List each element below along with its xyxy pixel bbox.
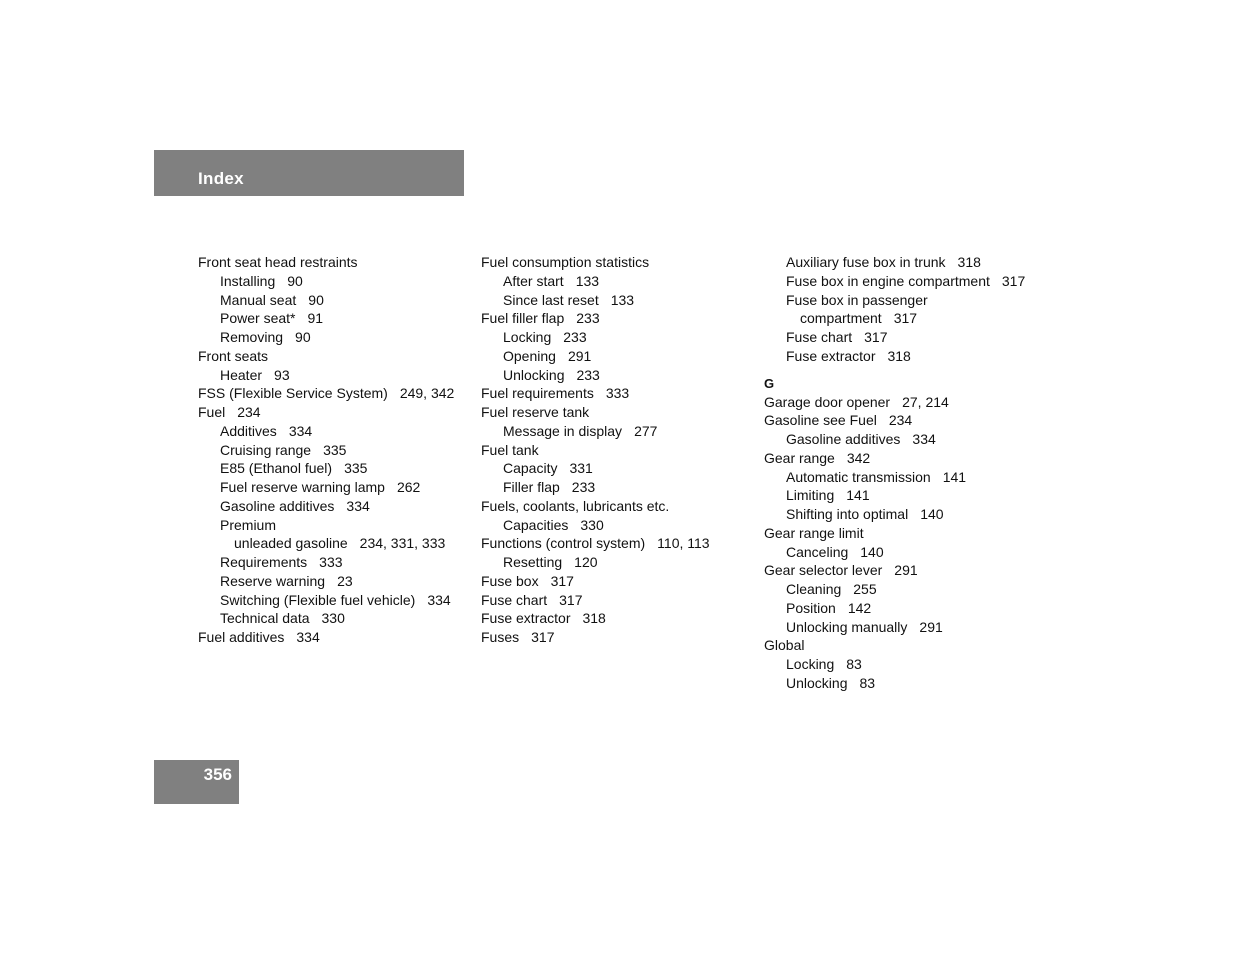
entry-term: Garage door opener bbox=[764, 393, 891, 410]
entry-term: Removing bbox=[220, 329, 284, 345]
entry-term: Fuel bbox=[198, 404, 226, 420]
index-subentry bbox=[198, 272, 454, 291]
index-subentry bbox=[764, 272, 1025, 291]
entry-page-ref: 291 bbox=[567, 347, 592, 364]
entry-page-ref: 333 bbox=[605, 385, 630, 402]
entry-term: Fuse box in passenger bbox=[786, 291, 928, 308]
index-entry bbox=[198, 253, 454, 272]
index-subentry bbox=[764, 309, 1025, 328]
index-entry bbox=[481, 441, 710, 460]
entry-page-ref: 233 bbox=[571, 479, 596, 495]
index-subentry bbox=[481, 291, 710, 310]
index-entry bbox=[764, 393, 1025, 412]
index-entry bbox=[764, 561, 1025, 580]
entry-page-ref: 91 bbox=[307, 310, 324, 327]
index-column-1 bbox=[198, 253, 454, 647]
entry-page-ref: 90 bbox=[295, 329, 311, 345]
entry-term: Functions (control system) bbox=[481, 535, 646, 552]
entry-term: Global bbox=[764, 637, 805, 654]
entry-page-ref: 334 bbox=[427, 591, 451, 608]
entry-term: Technical data bbox=[220, 610, 310, 627]
index-subentry bbox=[198, 422, 454, 441]
index-subentry bbox=[198, 516, 454, 535]
entry-term: Capacity bbox=[503, 460, 558, 477]
index-subentry bbox=[198, 328, 454, 347]
index-entry bbox=[764, 636, 1025, 655]
index-subentry bbox=[764, 505, 1025, 524]
index-subentry bbox=[481, 272, 710, 291]
index-subentry bbox=[764, 674, 1025, 693]
entry-page-ref: 133 bbox=[575, 272, 600, 289]
index-entry bbox=[481, 609, 710, 628]
index-entry bbox=[764, 411, 1025, 430]
entry-page-ref: 233 bbox=[576, 310, 600, 327]
entry-term: Fuse extractor bbox=[481, 610, 571, 627]
entry-term: Gasoline see Fuel bbox=[764, 412, 877, 429]
index-entry bbox=[198, 628, 454, 647]
index-subentry bbox=[481, 553, 710, 572]
entry-term: Front seats bbox=[198, 347, 269, 364]
entry-page-ref: 333 bbox=[319, 554, 343, 570]
entry-page-ref: 83 bbox=[859, 674, 876, 691]
index-subentry bbox=[198, 572, 454, 591]
entry-term: Since last reset bbox=[503, 291, 599, 308]
entry-page-ref: 334 bbox=[296, 629, 320, 645]
index-subentry bbox=[198, 291, 454, 310]
entry-term: Locking bbox=[786, 656, 835, 672]
entry-page-ref: 335 bbox=[323, 441, 347, 458]
entry-page-ref: 234 bbox=[237, 404, 261, 420]
entry-term: Filler flap bbox=[503, 479, 560, 495]
entry-page-ref: 140 bbox=[860, 543, 884, 560]
index-subentry bbox=[198, 591, 454, 610]
entry-page-ref: 318 bbox=[887, 347, 911, 364]
index-subentry bbox=[198, 534, 454, 553]
entry-term: Capacities bbox=[503, 516, 569, 533]
entry-page-ref: 317 bbox=[893, 310, 918, 327]
entry-term: Requirements bbox=[220, 554, 308, 570]
entry-term: Fuel additives bbox=[198, 629, 285, 645]
index-subentry bbox=[481, 366, 710, 385]
entry-term: Additives bbox=[220, 422, 277, 439]
index-subentry bbox=[198, 478, 454, 497]
entry-page-ref: 233 bbox=[563, 329, 587, 345]
entry-page-ref: 27, 214 bbox=[902, 393, 949, 410]
index-subentry bbox=[764, 291, 1025, 310]
entry-page-ref: 234 bbox=[888, 412, 913, 429]
index-entry bbox=[481, 591, 710, 610]
index-subentry bbox=[481, 478, 710, 497]
entry-term: Fuse box bbox=[481, 572, 539, 589]
entry-page-ref: 233 bbox=[576, 366, 600, 383]
index-subentry bbox=[764, 618, 1025, 637]
entry-page-ref: 277 bbox=[634, 422, 658, 439]
entry-term: Gasoline additives bbox=[220, 497, 335, 514]
index-entry bbox=[481, 384, 710, 403]
entry-term: Fuses bbox=[481, 629, 520, 645]
entry-term: Message in display bbox=[503, 422, 623, 439]
entry-term: Heater bbox=[220, 366, 263, 383]
index-subentry bbox=[764, 599, 1025, 618]
index-subentry bbox=[198, 309, 454, 328]
entry-term: Gear range bbox=[764, 449, 835, 466]
entry-page-ref: 93 bbox=[274, 366, 290, 383]
entry-page-ref: 234, 331, 333 bbox=[359, 535, 446, 552]
entry-page-ref: 330 bbox=[321, 610, 345, 627]
entry-term: Power seat* bbox=[220, 310, 296, 327]
entry-term: unleaded gasoline bbox=[234, 535, 348, 552]
entry-term: Auxiliary fuse box in trunk bbox=[786, 254, 946, 270]
entry-term: Automatic transmission bbox=[786, 468, 931, 485]
entry-term: Fuse box in engine compartment bbox=[786, 272, 990, 289]
entry-page-ref: 334 bbox=[912, 431, 936, 447]
entry-page-ref: 255 bbox=[853, 581, 877, 597]
entry-page-ref: 317 bbox=[531, 629, 555, 645]
page-number-box bbox=[154, 760, 239, 804]
index-subentry bbox=[198, 553, 454, 572]
entry-page-ref: 342 bbox=[846, 449, 871, 466]
index-subentry bbox=[764, 486, 1025, 505]
index-subentry bbox=[198, 609, 454, 628]
entry-page-ref: 335 bbox=[344, 460, 368, 477]
entry-page-ref: 140 bbox=[920, 506, 944, 522]
entry-term: Fuel reserve warning lamp bbox=[220, 479, 385, 495]
index-subentry bbox=[764, 543, 1025, 562]
index-subentry bbox=[764, 580, 1025, 599]
index-subentry bbox=[481, 422, 710, 441]
entry-page-ref: 83 bbox=[846, 656, 862, 672]
entry-term: Fuel reserve tank bbox=[481, 404, 590, 420]
entry-term: Fuel requirements bbox=[481, 385, 594, 402]
index-subentry bbox=[764, 430, 1025, 449]
entry-page-ref: 141 bbox=[942, 468, 967, 485]
entry-term: Unlocking bbox=[503, 366, 565, 383]
index-entry bbox=[481, 497, 710, 516]
entry-page-ref: 23 bbox=[337, 572, 353, 589]
entry-term: Unlocking manually bbox=[786, 618, 908, 635]
entry-term: FSS (Flexible Service System) bbox=[198, 385, 388, 402]
index-letter-heading: G bbox=[764, 375, 775, 391]
entry-page-ref: 120 bbox=[574, 554, 598, 570]
entry-term: Premium bbox=[220, 516, 277, 533]
entry-page-ref: 110, 113 bbox=[657, 535, 710, 552]
index-subentry bbox=[764, 655, 1025, 674]
index-subentry bbox=[198, 366, 454, 385]
entry-term: Fuel filler flap bbox=[481, 310, 565, 327]
entry-term: Switching (Flexible fuel vehicle) bbox=[220, 591, 416, 608]
entry-term: Gasoline additives bbox=[786, 431, 901, 447]
entry-term: Installing bbox=[220, 272, 276, 289]
entry-term: After start bbox=[503, 272, 564, 289]
index-subentry bbox=[198, 497, 454, 516]
index-subentry bbox=[198, 459, 454, 478]
index-subentry bbox=[198, 441, 454, 460]
index-subentry bbox=[481, 328, 710, 347]
index-entry bbox=[481, 628, 710, 647]
index-entry bbox=[764, 449, 1025, 468]
entry-page-ref: 291 bbox=[894, 562, 918, 579]
index-column-3 bbox=[764, 253, 1025, 693]
index-subentry bbox=[481, 516, 710, 535]
section-title: Index bbox=[198, 169, 244, 188]
index-subentry bbox=[481, 347, 710, 366]
section-header-bar bbox=[154, 150, 464, 196]
index-entry bbox=[198, 403, 454, 422]
index-column-2 bbox=[481, 253, 710, 647]
entry-page-ref: 262 bbox=[396, 479, 421, 495]
entry-term: Fuse chart bbox=[786, 329, 853, 345]
index-entry bbox=[764, 524, 1025, 543]
entry-term: compartment bbox=[800, 310, 882, 327]
index-subentry bbox=[764, 253, 1025, 272]
entry-page-ref: 334 bbox=[346, 497, 370, 514]
entry-page-ref: 317 bbox=[559, 591, 583, 608]
index-entry bbox=[481, 253, 710, 272]
index-entry bbox=[198, 347, 454, 366]
index-subentry bbox=[764, 347, 1025, 366]
entry-term: Shifting into optimal bbox=[786, 506, 909, 522]
entry-term: Resetting bbox=[503, 554, 563, 570]
entry-page-ref: 133 bbox=[610, 291, 635, 308]
entry-term: E85 (Ethanol fuel) bbox=[220, 460, 333, 477]
entry-page-ref: 334 bbox=[288, 422, 313, 439]
index-entry bbox=[481, 403, 710, 422]
entry-term: Limiting bbox=[786, 487, 835, 504]
index-entry bbox=[198, 384, 454, 403]
entry-term: Manual seat bbox=[220, 291, 297, 308]
entry-term: Reserve warning bbox=[220, 572, 326, 589]
entry-term: Gear selector lever bbox=[764, 562, 883, 579]
index-subentry bbox=[764, 328, 1025, 347]
entry-page-ref: 291 bbox=[919, 618, 943, 635]
entry-page-ref: 317 bbox=[550, 572, 574, 589]
entry-term: Opening bbox=[503, 347, 556, 364]
index-entry bbox=[481, 534, 710, 553]
index-entry bbox=[481, 572, 710, 591]
entry-term: Cruising range bbox=[220, 441, 312, 458]
entry-page-ref: 318 bbox=[582, 610, 606, 627]
entry-page-ref: 331 bbox=[569, 460, 593, 477]
entry-page-ref: 90 bbox=[287, 272, 303, 289]
entry-term: Canceling bbox=[786, 543, 849, 560]
entry-term: Cleaning bbox=[786, 581, 842, 597]
entry-term: Fuel tank bbox=[481, 441, 539, 458]
entry-term: Front seat head restraints bbox=[198, 254, 358, 270]
index-subentry bbox=[764, 468, 1025, 487]
entry-page-ref: 330 bbox=[580, 516, 604, 533]
entry-term: Gear range limit bbox=[764, 524, 864, 541]
entry-term: Position bbox=[786, 599, 836, 616]
entry-page-ref: 317 bbox=[1001, 272, 1026, 289]
entry-term: Fuse chart bbox=[481, 591, 548, 608]
entry-page-ref: 141 bbox=[846, 487, 870, 504]
page-number: 356 bbox=[203, 765, 232, 784]
entry-term: Unlocking bbox=[786, 674, 848, 691]
index-entry bbox=[481, 309, 710, 328]
entry-term: Fuels, coolants, lubricants etc. bbox=[481, 497, 670, 514]
entry-term: Fuel consumption statistics bbox=[481, 254, 650, 270]
entry-page-ref: 142 bbox=[847, 599, 872, 616]
entry-term: Locking bbox=[503, 329, 552, 345]
index-subentry bbox=[481, 459, 710, 478]
entry-page-ref: 317 bbox=[864, 329, 888, 345]
entry-term: Fuse extractor bbox=[786, 347, 876, 364]
entry-page-ref: 249, 342 bbox=[399, 385, 455, 402]
entry-page-ref: 318 bbox=[957, 254, 981, 270]
entry-page-ref: 90 bbox=[308, 291, 324, 308]
